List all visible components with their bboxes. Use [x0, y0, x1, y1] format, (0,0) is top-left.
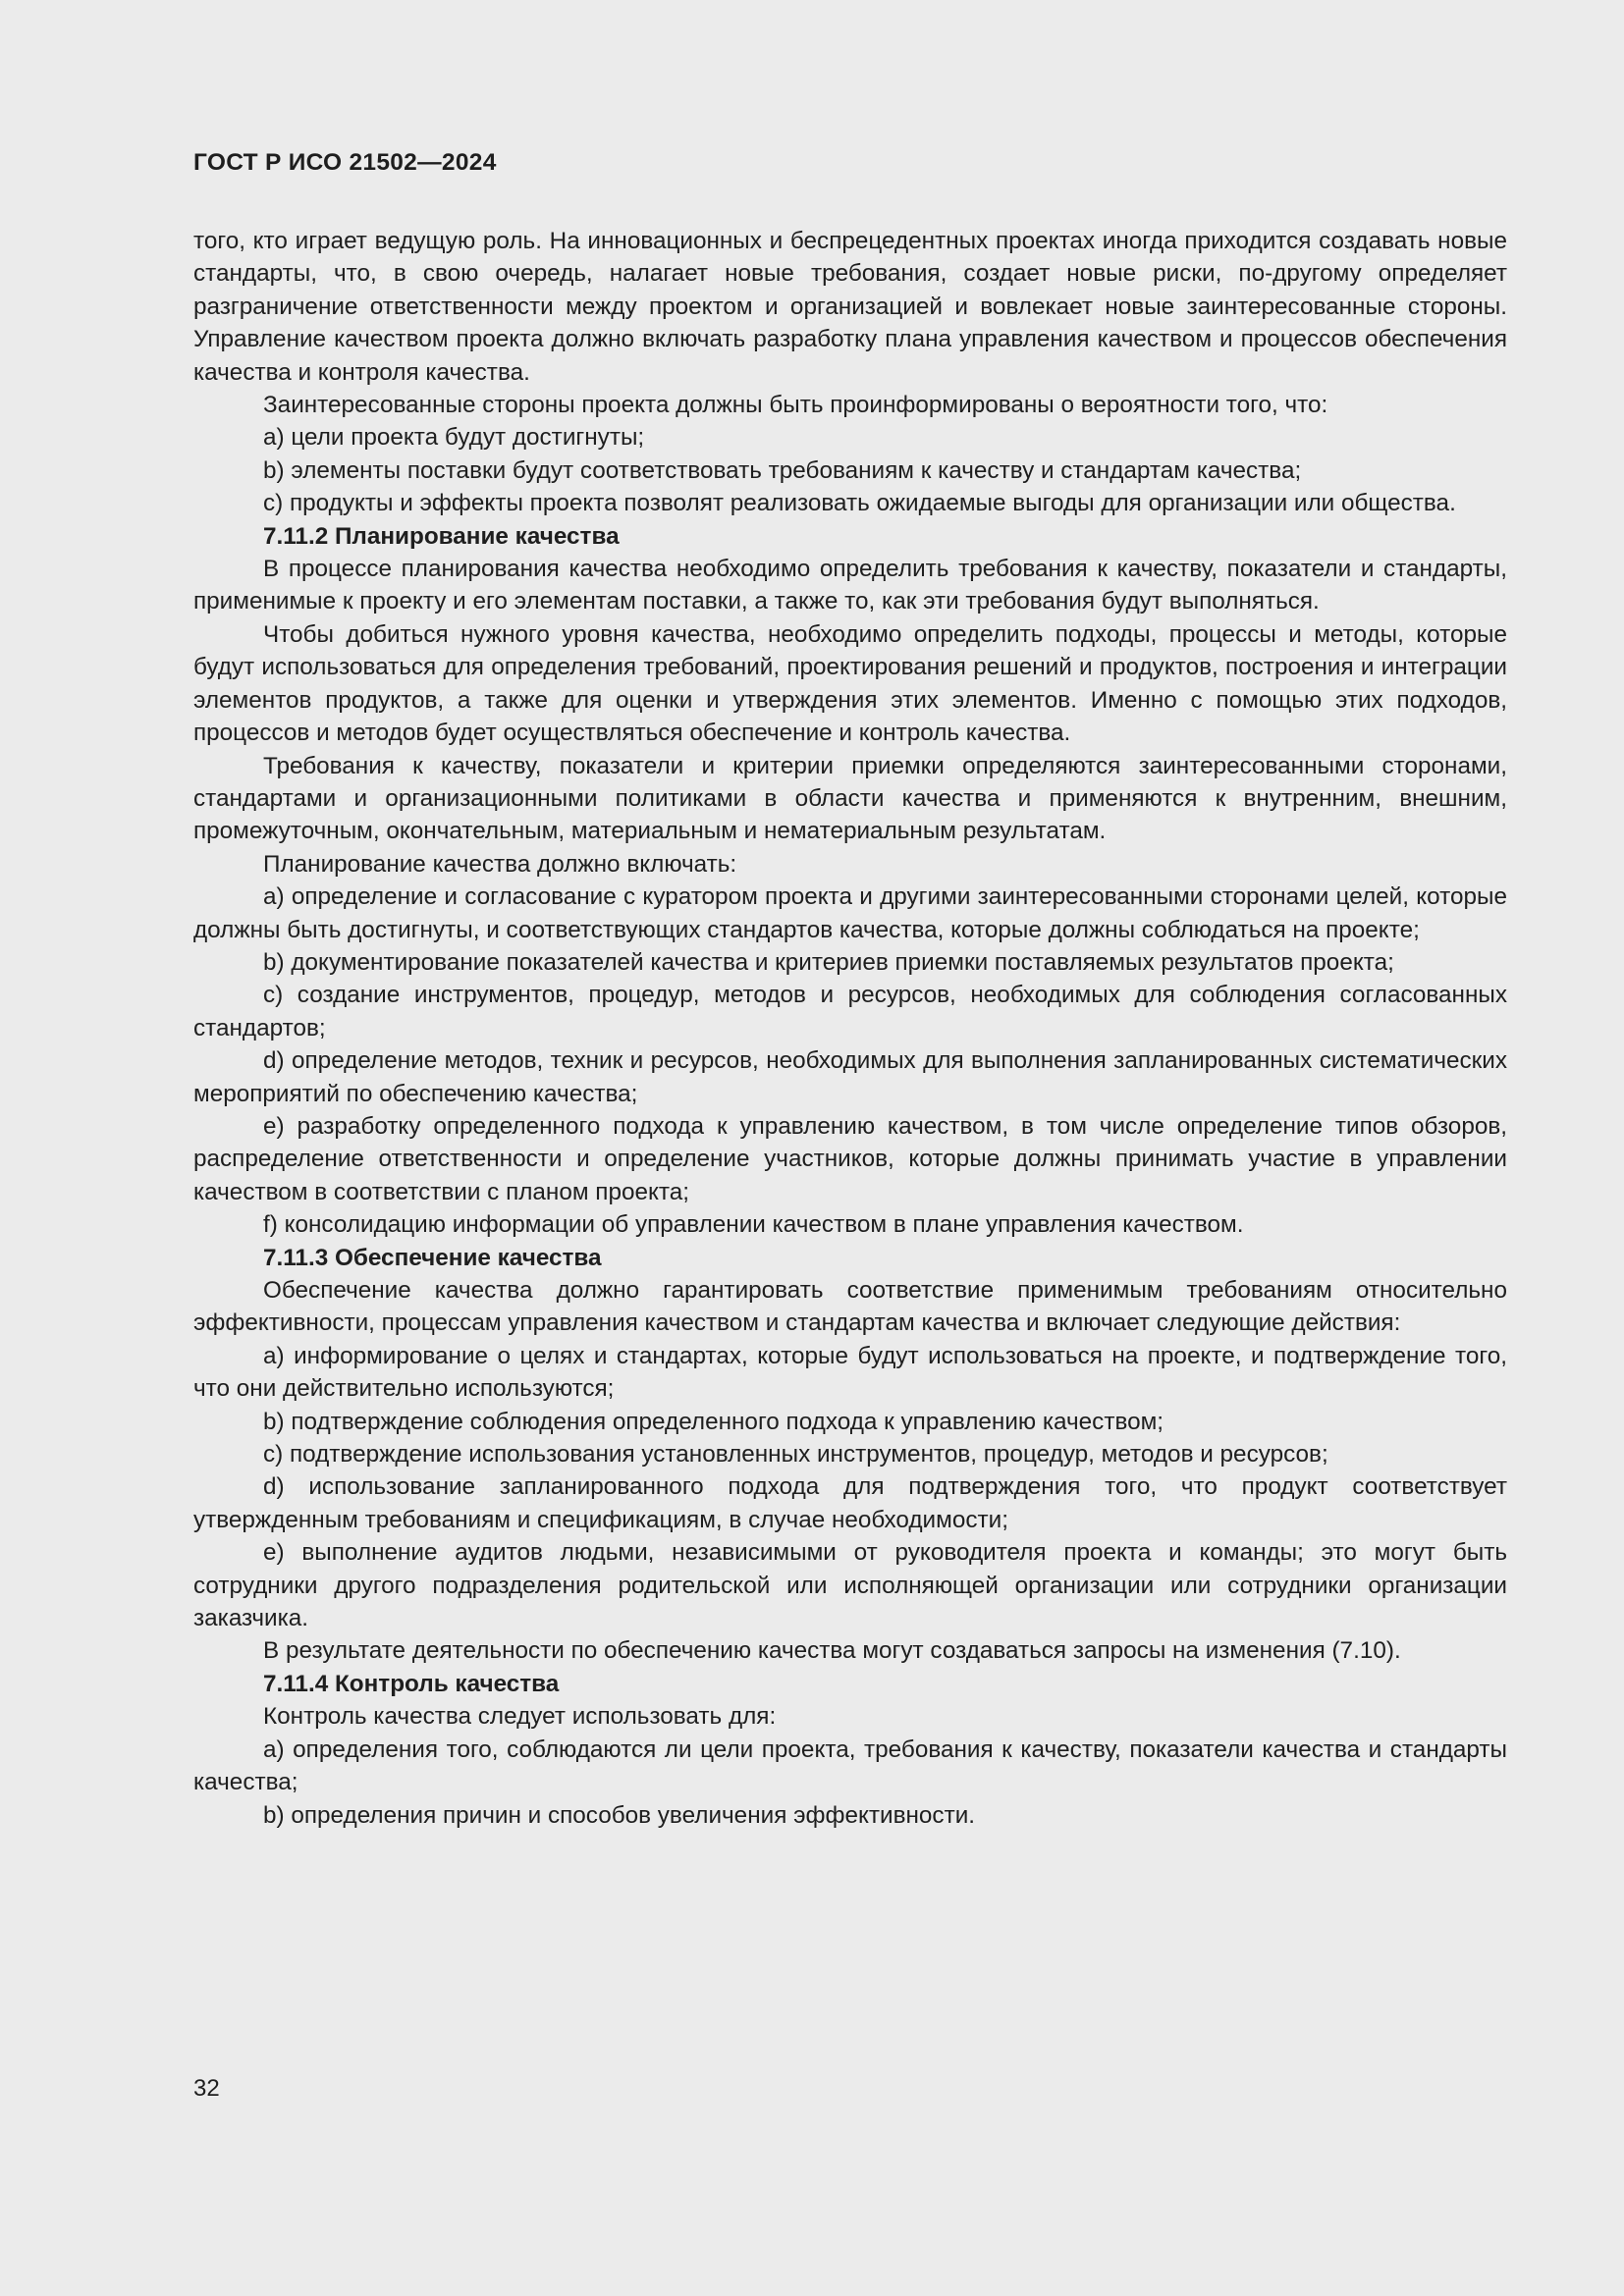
list-item: a) определения того, соблюдаются ли цели проекта, требования к качеству, показатели качества и стандарты качества;	[193, 1735, 1507, 1796]
list-item: c) создание инструментов, процедур, методов и ресурсов, необходимых для соблюдения согласованных стандартов;	[193, 982, 1507, 1041]
paragraph: того, кто играет ведущую роль. На инновационных и беспрецедентных проектах иногда приходится создавать новые стандарты, что, в свою очередь, налагает новые требования, создает новые риски, по-другому определяет разграничение ответственности между проектом и организацией и вовлекает новые заинтересованные стороны. Управление качеством проекта должно включать разработку плана управления качеством и процессов обеспечения качества и контроля качества.	[193, 228, 1507, 386]
list-item: d) использование запланированного подхода для подтверждения того, что продукт соответствует утвержденным требованиям и спецификациям, в случае необходимости;	[193, 1473, 1507, 1533]
list-item: c) продукты и эффекты проекта позволят реализовать ожидаемые выгоды для организации или общества.	[263, 490, 1456, 517]
document-body	[193, 225, 1507, 1832]
paragraph: Обеспечение качества должно гарантировать соответствие применимым требованиям относительно эффективности, процессам управления качеством и стандартам качества и включает следующие действия:	[193, 1277, 1507, 1337]
paragraph: В процессе планирования качества необходимо определить требования к качеству, показатели и стандарты, применимые к проекту и его элементам поставки, а также то, как эти требования будут выполняться.	[193, 556, 1507, 615]
list-item: b) элементы поставки будут соответствовать требованиям к качеству и стандартам качества;	[263, 456, 1302, 484]
document-header: ГОСТ Р ИСО 21502—2024	[193, 149, 497, 176]
list-item: d) определение методов, техник и ресурсов, необходимых для выполнения запланированных систематических мероприятий по обеспечению качества;	[193, 1047, 1507, 1107]
section-heading: 7.11.2 Планирование качества	[263, 522, 620, 550]
page-number: 32	[193, 2075, 220, 2102]
list-item: e) выполнение аудитов людьми, независимыми от руководителя проекта и команды; это могут быть сотрудники другого подразделения родительской или исполняющей организации или сотрудники организации заказчика.	[193, 1539, 1507, 1632]
list-item: f) консолидацию информации об управлении качеством в плане управления качеством.	[263, 1211, 1244, 1239]
paragraph: Заинтересованные стороны проекта должны быть проинформированы о вероятности того, что:	[263, 392, 1328, 419]
list-item: a) информирование о целях и стандартах, которые будут использоваться на проекте, и подтверждение того, что они действительно используются;	[193, 1342, 1507, 1403]
paragraph: Планирование качества должно включать:	[263, 850, 737, 878]
list-item: c) подтверждение использования установленных инструментов, процедур, методов и ресурсов;	[263, 1441, 1328, 1468]
list-item: b) документирование показателей качества и критериев приемки поставляемых результатов проекта;	[263, 948, 1394, 976]
list-item: a) цели проекта будут достигнуты;	[263, 424, 645, 452]
section-heading: 7.11.4 Контроль качества	[263, 1670, 560, 1697]
paragraph: Требования к качеству, показатели и критерии приемки определяются заинтересованными сторонами, стандартами и организационными политиками в области качества и применяются к внутренним, внешним, промежуточным, окончательным, материальным и нематериальным результатам.	[193, 752, 1507, 845]
list-item: e) разработку определенного подхода к управлению качеством, в том числе определение типов обзоров, распределение ответственности и определение участников, которые должны принимать участие в управлении качеством в соответствии с планом проекта;	[193, 1112, 1507, 1205]
paragraph: В результате деятельности по обеспечению качества могут создаваться запросы на изменения (7.10).	[263, 1637, 1401, 1665]
paragraph: Контроль качества следует использовать для:	[263, 1703, 777, 1731]
section-heading: 7.11.3 Обеспечение качества	[263, 1244, 602, 1271]
list-item: a) определение и согласование с куратором проекта и другими заинтересованными сторонами целей, которые должны быть достигнуты, и соответствующих стандартов качества, которые должны соблюдаться на проекте;	[193, 883, 1507, 943]
list-item: b) определения причин и способов увеличения эффективности.	[263, 1801, 976, 1829]
paragraph: Чтобы добиться нужного уровня качества, необходимо определить подходы, процессы и методы, которые будут использоваться для определения требований, проектирования решений и продуктов, построения и интеграции элементов продуктов, а также для оценки и утверждения этих элементов. Именно с помощью этих подходов, процессов и методов будет осуществляться обеспечение и контроль качества.	[193, 620, 1507, 747]
list-item: b) подтверждение соблюдения определенного подхода к управлению качеством;	[263, 1408, 1164, 1435]
